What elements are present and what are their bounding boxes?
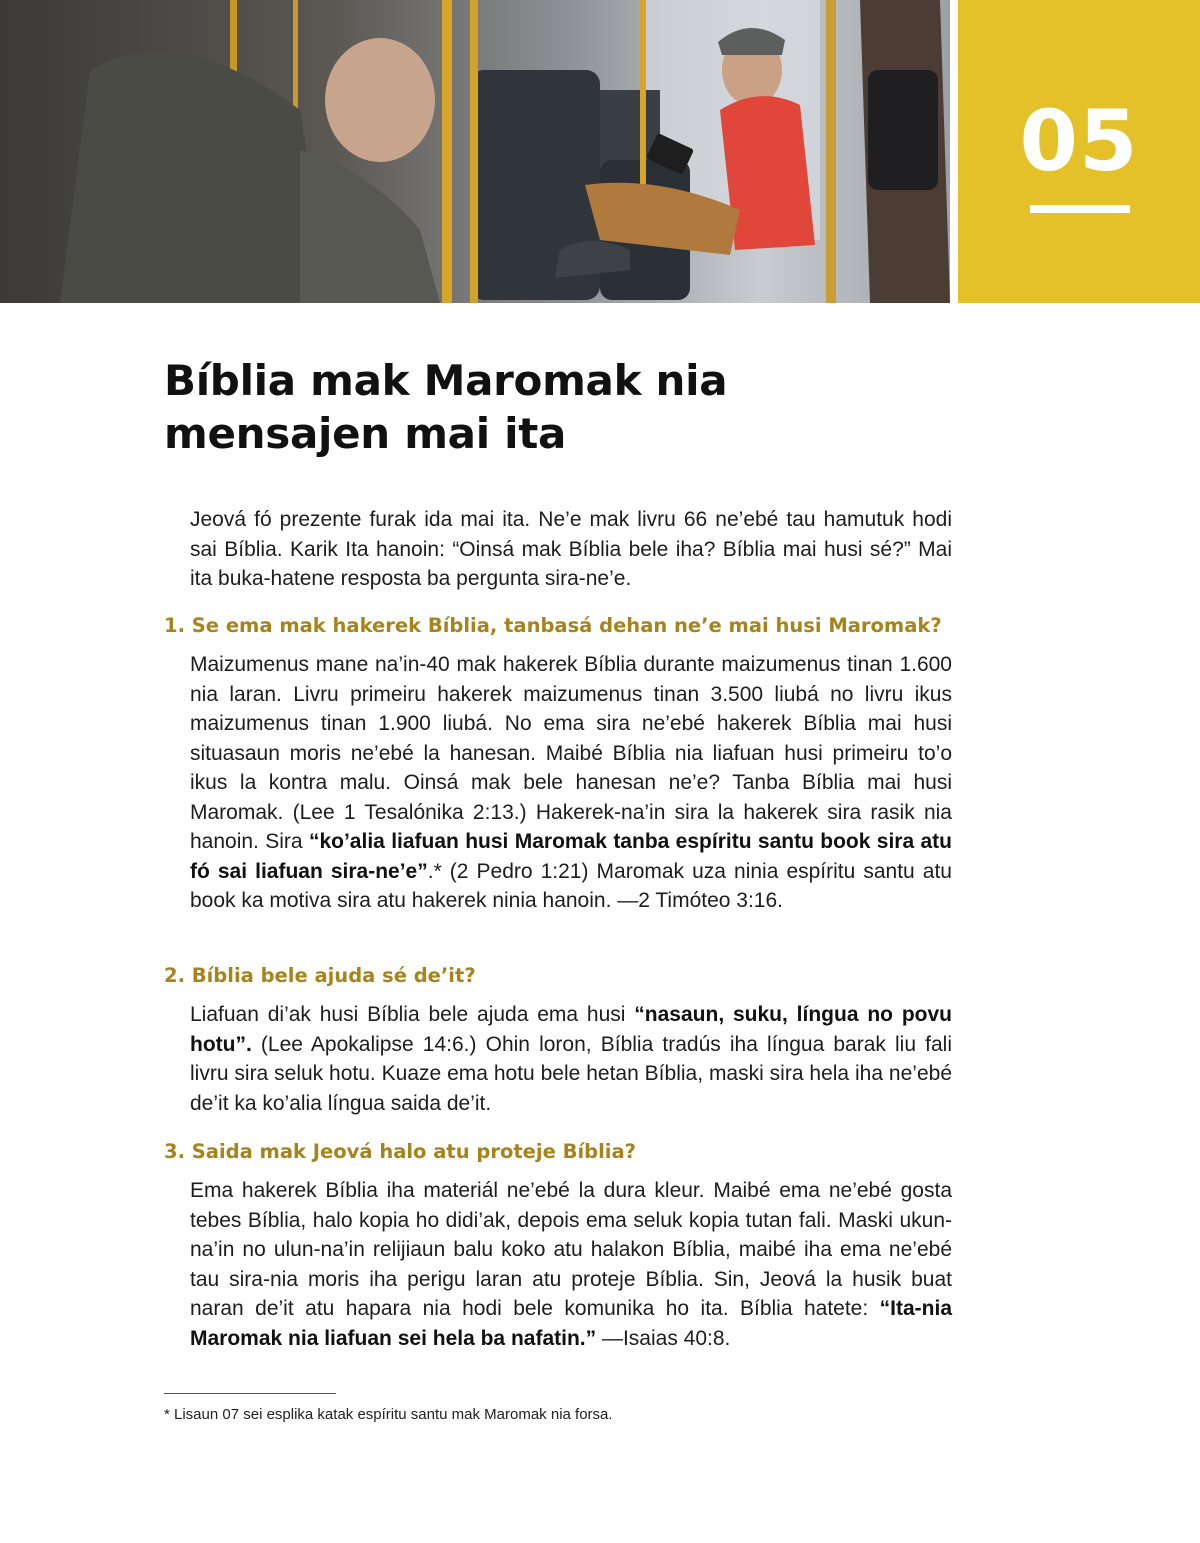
intro-paragraph: Jeová fó prezente furak ida mai ita. Ne’e mak livru 66 ne’ebé tau hamutuk hodi sai Bíblia. Karik Ita hanoin: “Oinsá mak Bíblia bele iha? Bíblia mai husi sé?” Mai ita buka-hatene resposta ba pergunta sira-ne’e. <box>190 508 952 590</box>
question-2: 2. Bíblia bele ajuda sé de’it? <box>164 964 476 987</box>
header-photo <box>0 0 950 303</box>
photo-bus-reader <box>0 0 950 303</box>
question-3: 3. Saida mak Jeová halo atu proteje Bíblia? <box>164 1140 636 1163</box>
answer-2-text-a: Liafuan di’ak husi Bíblia bele ajuda ema husi <box>190 1003 635 1026</box>
title-line-1: Bíblia mak Maromak nia <box>164 356 728 405</box>
answer-2-text-b: (Lee Apokalipse 14:6.) Ohin loron, Bíblia tradús iha língua barak liu fali livru sira seluk hotu. Kuaze ema hotu bele hetan Bíblia, maski sira hela iha ne’ebé de’it ka ko’alia língua saida de’it. <box>190 1032 952 1115</box>
badge-underline <box>1030 205 1130 213</box>
lesson-number: 05 <box>1019 92 1139 190</box>
answer-3-text-a: Ema hakerek Bíblia iha materiál ne’ebé la dura kleur. Maibé ema ne’ebé gosta tebes Bíblia, halo kopia ho didi’ak, depois ema seluk kopia tutan fali. Maski ukun-na’in no ulun-na’in relijiaun balu koko atu halakon Bíblia, maibé iha ema ne’ebé tau sira-nia moris iha perigu laran atu proteje Bíblia. Sin, Jeová la husik buat naran de’it atu hapara nia hodi bele komunika ho ita. Bíblia hatete: <box>190 1179 952 1320</box>
answer-1 <box>190 650 952 916</box>
lesson-badge <box>958 0 1200 303</box>
answer-2-quote: “nasaun, suku, língua no povu hotu”. <box>190 1003 952 1056</box>
answer-3-quote: “Ita-nia Maromak nia liafuan sei hela ba nafatin.” <box>190 1297 952 1350</box>
title-line-2: mensajen mai ita <box>164 409 567 458</box>
question-1: 1. Se ema mak hakerek Bíblia, tanbasá dehan ne’e mai husi Maromak? <box>164 614 942 637</box>
answer-2 <box>190 1000 952 1118</box>
answer-1-text-a: Maizumenus mane na’in-40 mak hakerek Bíblia durante maizumenus tinan 1.600 nia laran. Livru primeiru hakerek maizumenus tinan 3.500 liubá no livru ikus maizumenus tinan 1.900 liubá. No ema sira ne’ebé hakerek Bíblia mai husi situasaun moris ne’ebé la hanesan. Maibé Bíblia nia liafuan husi primeiru to’o ikus la kontra malu. Oinsá mak bele hanesan ne’e? Tanba Bíblia mai husi Maromak. (Lee 1 Tesalónika 2:13.) Hakerek-na’in sira la hakerek sira rasik nia hanoin. Sira <box>190 653 952 853</box>
footnote-divider <box>164 1393 336 1394</box>
answer-3 <box>190 1176 952 1353</box>
answer-1-text-b: .* (2 Pedro 1:21) Maromak uza ninia espíritu santu atu book ka motiva sira atu hakerek ninia hanoin. —2 Timóteo 3:16. <box>190 859 952 912</box>
footnote: * Lisaun 07 sei esplika katak espíritu santu mak Maromak nia forsa. <box>164 1406 613 1423</box>
answer-3-text-b: —Isaias 40:8. <box>596 1326 731 1350</box>
answer-1-quote: “ko’alia liafuan husi Maromak tanba espíritu santu book sira atu fó sai liafuan sira-ne’e” <box>190 830 952 883</box>
page-title <box>164 354 924 460</box>
